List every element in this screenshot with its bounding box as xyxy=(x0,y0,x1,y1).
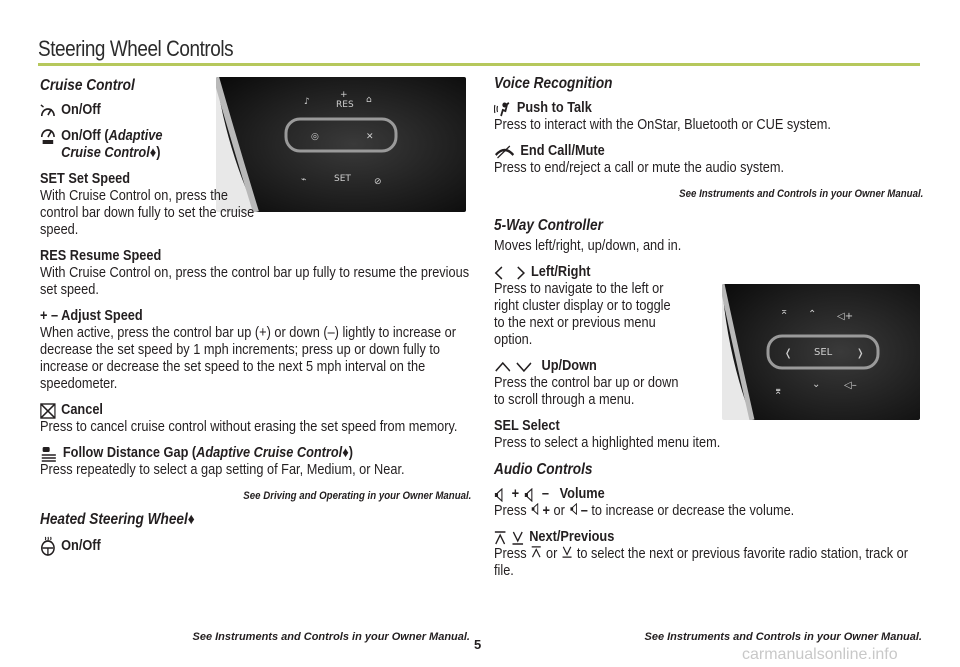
adjust-speed-heading: + – Adjust Speed xyxy=(40,308,143,324)
svg-text:✕: ✕ xyxy=(366,132,374,142)
heated-wheel-icon xyxy=(40,536,56,556)
volume-up-icon xyxy=(494,488,506,502)
left-right-text: Press to navigate to the left or right cluster display or to toggle to the next or previous menu option. xyxy=(494,281,671,348)
cruise-section-title: Cruise Control xyxy=(40,77,135,94)
next-icon xyxy=(494,531,506,545)
cancel-icon xyxy=(40,403,56,419)
up-down-heading: Up/Down xyxy=(494,358,923,375)
adjust-speed-text: When active, press the control bar up (+) or down (–) lightly to increase or decrease the set speed by 1 mph increments; press up or down fully to increase or decrease the set speed to the next 5 mph interval on the speedometer. xyxy=(40,325,456,392)
cruise-reference: See Driving and Operating in your Owner Manual. xyxy=(243,490,472,502)
photo-set-label: SET xyxy=(334,174,351,184)
heated-ref-wrap xyxy=(40,627,470,649)
push-to-talk-text: Press to interact with the OnStar, Bluetooth or CUE system. xyxy=(494,117,831,133)
adaptive-cruise-icon xyxy=(40,128,56,146)
photo-icon-ptt: ♪ xyxy=(304,97,310,107)
adaptive-cruise-onoff-heading: On/Off (Adaptive Cruise Control♦) xyxy=(40,128,190,162)
right-column xyxy=(494,75,922,589)
follow-gap-heading: Follow Distance Gap (Adaptive Cruise Control♦) xyxy=(40,445,471,462)
svg-text:❬: ❬ xyxy=(784,348,793,359)
previous-icon xyxy=(512,531,524,545)
svg-text:⌅: ⌅ xyxy=(780,306,789,317)
volume-down-icon xyxy=(524,488,536,502)
audio-reference: See Instruments and Controls in your Owner Manual. xyxy=(644,631,922,643)
photo-res-label: RES xyxy=(336,100,354,110)
svg-text:◎: ◎ xyxy=(311,132,319,142)
volume-down-inline-icon xyxy=(568,503,580,515)
heated-reference: See Instruments and Controls in your Owner Manual. xyxy=(192,631,470,643)
next-previous-text: Press or to select the next or previous favorite radio station, track or file. xyxy=(494,546,909,579)
end-call-text: Press to end/reject a call or mute the audio system. xyxy=(494,160,785,176)
cancel-heading: Cancel xyxy=(40,402,471,419)
volume-heading: + – Volume xyxy=(494,486,923,503)
end-call-heading: End Call/Mute xyxy=(494,143,923,160)
left-right-arrows-icon xyxy=(494,266,526,280)
svg-text:⌄: ⌄ xyxy=(812,379,821,390)
svg-text:⊘: ⊘ xyxy=(374,177,382,187)
push-to-talk-heading: Push to Talk xyxy=(494,100,923,117)
left-column xyxy=(40,77,470,556)
page-number: 5 xyxy=(474,637,482,652)
title-rule xyxy=(38,63,920,66)
select-heading: SEL Select xyxy=(494,418,560,434)
page-title: Steering Wheel Controls xyxy=(38,36,234,61)
svg-text:⌁: ⌁ xyxy=(301,175,307,185)
svg-text:⌂: ⌂ xyxy=(366,95,372,105)
svg-text:◁–: ◁– xyxy=(844,380,857,391)
watermark: carmanualsonline.info xyxy=(742,646,898,663)
audio-section-title: Audio Controls xyxy=(494,461,593,478)
cruise-onoff-heading: On/Off xyxy=(40,102,471,119)
resume-speed-heading: RES Resume Speed xyxy=(40,248,162,264)
cancel-text: Press to cancel cruise control without erasing the set speed from memory. xyxy=(40,419,458,435)
cruise-icon xyxy=(40,104,56,118)
push-to-talk-icon xyxy=(494,101,512,117)
volume-up-inline-icon xyxy=(530,503,542,515)
next-previous-heading: Next/Previous xyxy=(494,529,923,546)
photo-plus-label: + xyxy=(340,90,348,100)
five-way-intro: Moves left/right, up/down, and in. xyxy=(494,238,682,254)
follow-gap-text: Press repeatedly to select a gap setting of Far, Medium, or Near. xyxy=(40,462,405,478)
five-way-section-title: 5-Way Controller xyxy=(494,217,603,234)
set-speed-heading: SET Set Speed xyxy=(40,171,131,187)
heated-section-title: Heated Steering Wheel♦ xyxy=(40,511,195,528)
volume-text: Press + or – to increase or decrease the volume. xyxy=(494,503,795,519)
heated-onoff-heading: On/Off xyxy=(40,536,471,556)
up-down-arrows-icon xyxy=(494,361,536,373)
set-speed-text: With Cruise Control on, press the control bar down fully to set the cruise speed. xyxy=(40,188,255,238)
previous-inline-icon xyxy=(561,546,573,558)
follow-gap-icon xyxy=(40,446,58,462)
resume-speed-text: With Cruise Control on, press the control bar up fully to resume the previous set speed. xyxy=(40,265,470,298)
svg-text:❭: ❭ xyxy=(856,348,865,359)
left-right-heading: Left/Right xyxy=(494,264,923,281)
select-text: Press to select a highlighted menu item. xyxy=(494,435,721,451)
photo-sel-label: SEL xyxy=(814,347,833,358)
end-call-icon xyxy=(494,145,515,159)
svg-text:◁+: ◁+ xyxy=(837,311,854,322)
svg-text:⌃: ⌃ xyxy=(808,309,817,320)
up-down-text: Press the control bar up or down to scroll through a menu. xyxy=(494,375,679,408)
next-inline-icon xyxy=(530,546,542,558)
voice-reference: See Instruments and Controls in your Owner Manual. xyxy=(679,188,924,200)
svg-text:⌆: ⌆ xyxy=(774,386,783,397)
voice-section-title: Voice Recognition xyxy=(494,75,613,92)
